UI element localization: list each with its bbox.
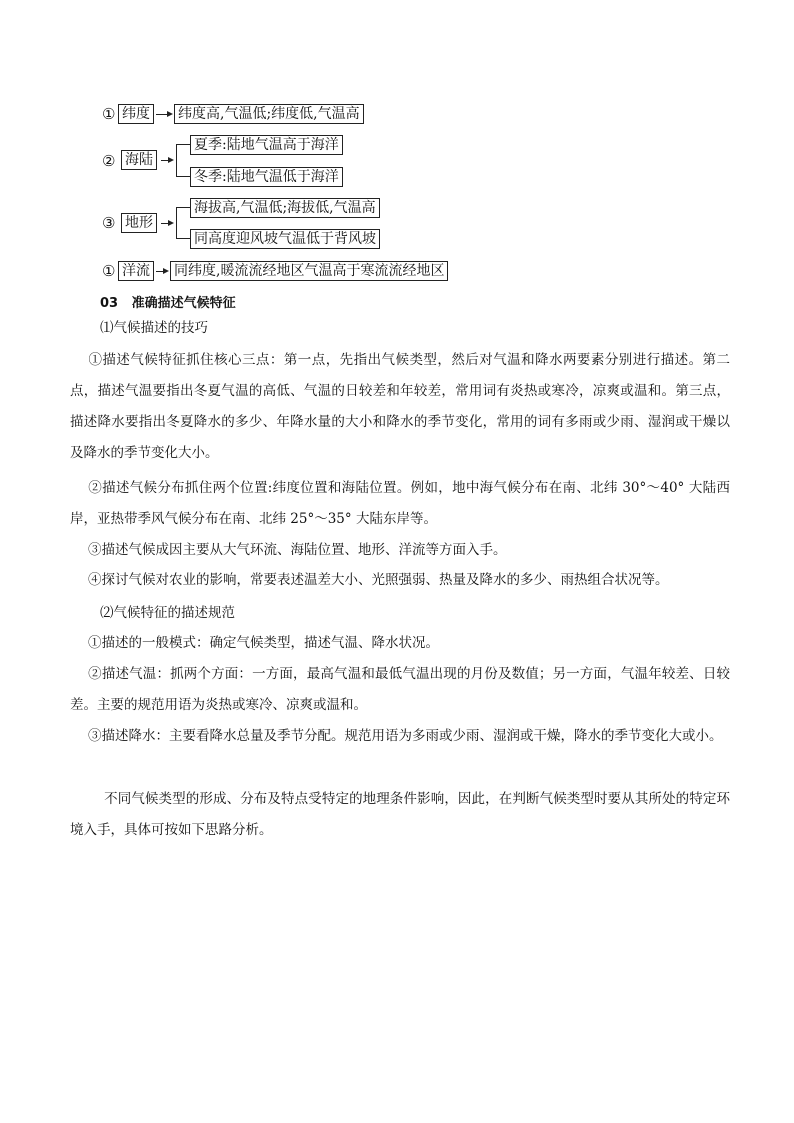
factor-terrain: 地形 [121, 213, 157, 233]
arrow-right-icon [163, 268, 169, 274]
arrow-right-icon [168, 157, 174, 163]
arrow-right-icon [167, 111, 173, 117]
row-4-number: ① [102, 262, 116, 280]
arrow-right-icon [168, 220, 174, 226]
section-heading [100, 292, 236, 311]
section-number: 03 [100, 296, 119, 311]
effect-summer: 夏季:陆地气温高于海洋 [190, 135, 343, 155]
paragraph-analysis: 不同气候类型的形成、分布及特点受特定的地理条件影响，因此，在判断气候类型时要从其所处的特定环境入手，具体可按如下思路分析。 [70, 791, 730, 838]
connector-line [176, 176, 190, 177]
paragraph-causes: ③描述气候成因主要从大气环流、海陆位置、地形、洋流等方面入手。 [88, 542, 507, 558]
paragraph-general-mode: ①描述的一般模式：确定气候类型，描述气温、降水状况。 [88, 635, 439, 651]
factor-latitude: 纬度 [118, 104, 154, 124]
effect-latitude: 纬度高,气温低;纬度低,气温高 [174, 104, 364, 124]
connector-line [176, 238, 190, 239]
effect-windward: 同高度迎风坡气温低于背风坡 [190, 229, 380, 249]
row-3-number: ③ [102, 214, 116, 232]
effect-ocean-current: 同纬度,暖流流经地区气温高于寒流流经地区 [170, 261, 448, 281]
subheading-techniques: ⑴气候描述的技巧 [100, 320, 208, 336]
effect-altitude: 海拔高,气温低;海拔低,气温高 [190, 198, 380, 218]
bracket-line [176, 144, 177, 176]
section-title: 准确描述气候特征 [131, 296, 236, 311]
factor-land-sea: 海陆 [121, 150, 157, 170]
paragraph-core-points: ①描述气候特征抓住核心三点：第一点，先指出气候类型，然后对气温和降水两要素分别进行描述。第二点，描述气温要指出冬夏气温的高低、气温的日较差和年较差，常用词有炎热或寒冷，凉爽或温和。第三点，描述降水要指出冬夏降水的多少、年降水量的大小和降水的季节变化，常用的词有多雨或少雨、湿润或干燥以及降水的季节变化大小。 [70, 352, 730, 461]
effect-winter: 冬季:陆地气温低于海洋 [190, 167, 343, 187]
row-1-number: ① [102, 105, 116, 123]
connector-line [176, 207, 190, 208]
paragraph-distribution: ②描述气候分布抓住两个位置:纬度位置和海陆位置。例如，地中海气候分布在南、北纬 30°～40° 大陆西岸，亚热带季风气候分布在南、北纬 25°～35° 大陆东岸等。 [70, 480, 730, 527]
paragraph-temperature: ②描述气温：抓两个方面：一方面，最高气温和最低气温出现的月份及数值；另一方面，气温年较差、日较差。主要的规范用语为炎热或寒冷、凉爽或温和。 [70, 666, 730, 713]
row-2-number: ② [102, 152, 116, 170]
paragraph-agriculture: ④探讨气候对农业的影响，常要表述温差大小、光照强弱、热量及降水的多少、雨热组合状况等。 [88, 572, 669, 588]
bracket-line [176, 207, 177, 238]
factor-ocean-current: 洋流 [118, 261, 154, 281]
subheading-norms: ⑵气候特征的描述规范 [100, 605, 235, 621]
connector-line [176, 144, 190, 145]
paragraph-precipitation: ③描述降水：主要看降水总量及季节分配。规范用语为多雨或少雨、湿润或干燥，降水的季节变化大或小。 [88, 728, 723, 744]
